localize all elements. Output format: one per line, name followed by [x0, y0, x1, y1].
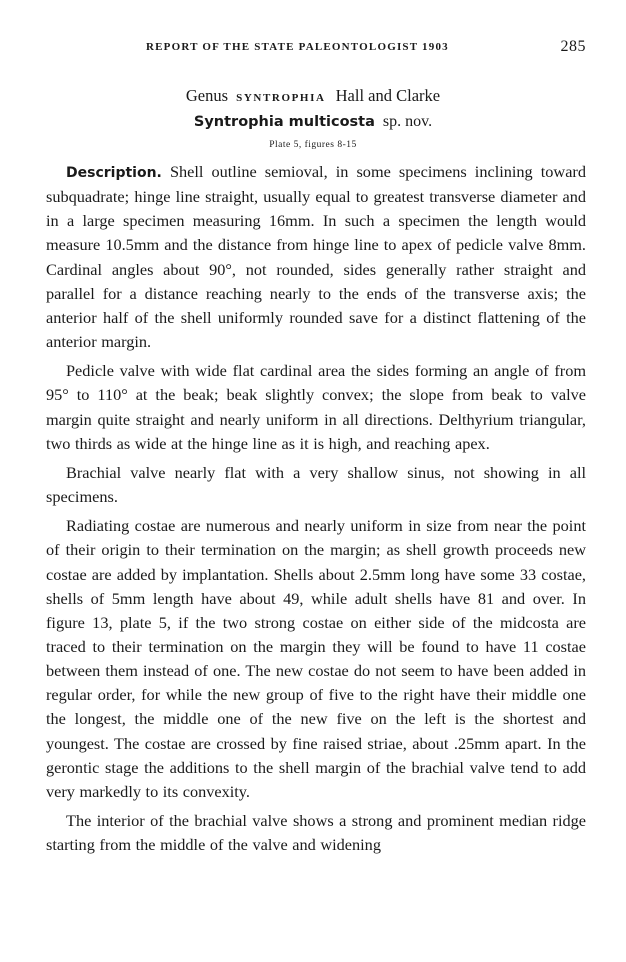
- brachial-valve-paragraph: Brachial valve nearly flat with a very shallow sinus, not showing in all specimens.: [46, 462, 586, 507]
- running-head: [50, 38, 590, 58]
- plate-reference: Plate 5, figures 8-15: [269, 140, 357, 150]
- description-paragraph: [46, 160, 586, 354]
- running-title: REPORT OF THE STATE PALEONTOLOGIST 1903: [146, 41, 449, 53]
- species-authority: sp. nov.: [382, 113, 433, 130]
- genus-label: Genus: [185, 86, 229, 105]
- species-name: Syntrophia multicosta: [193, 114, 375, 130]
- description-lead: Description.: [66, 165, 162, 181]
- costae-paragraph: Radiating costae are numerous and nearly uniform in size from near the point of their origin to their termination on the margin; as shell growth proceeds new costae are added by implantation. Shells about 2.5mm long have some 33 costae, shells of 5mm length have about 49, while adult shells have 81 and over. In figure 13, plate 5, if the two strong costae on either side of the midcosta are traced to their termination on the margin they will be found to have 11 costae between them instead of one. The new costae do not seem to have been added in regular order, for while the new group of five to the right have their middle one the longest, the middle one of the new five on the left is the shortest and youngest. The costae are crossed by fine raised striae, about .25mm apart. In the gerontic stage the additions to the shell margin of the brachial valve tend to add very markedly to its convexity.: [46, 516, 586, 801]
- interior-paragraph: The interior of the brachial valve shows a strong and prominent median ridge starting from the middle of the valve and widening: [46, 811, 586, 855]
- species-heading: [0, 113, 626, 131]
- genus-authority: Hall and Clarke: [335, 86, 441, 105]
- body-text: [46, 160, 586, 862]
- genus-heading: [0, 86, 626, 106]
- description-text: Shell outline semioval, in some specimens inclining toward subquadrate; hinge line straight, usually equal to greatest transverse diameter and in a large specimen measuring 16mm. In such a specimen the length would measure 10.5mm and the distance from hinge line to apex of pedicle valve 8mm. Cardinal angles about 90°, not rounded, sides generally rather straight and parallel for a distance reaching nearly to the ends of the transverse axis; the anterior half of the shell uniformly rounded save for a distinct flattening of the anterior margin.: [46, 162, 586, 352]
- genus-name: SYNTROPHIA: [236, 92, 326, 104]
- pedicle-valve-paragraph: Pedicle valve with wide flat cardinal area the sides forming an angle of from 95° to 110° at the beak; beak slightly convex; the slope from beak to valve margin quite straight and nearly uniform in all directions. Delthyrium triangular, two thirds as wide at the hinge line as it is high, and reaching apex.: [46, 361, 586, 453]
- page-number: 285: [560, 38, 586, 55]
